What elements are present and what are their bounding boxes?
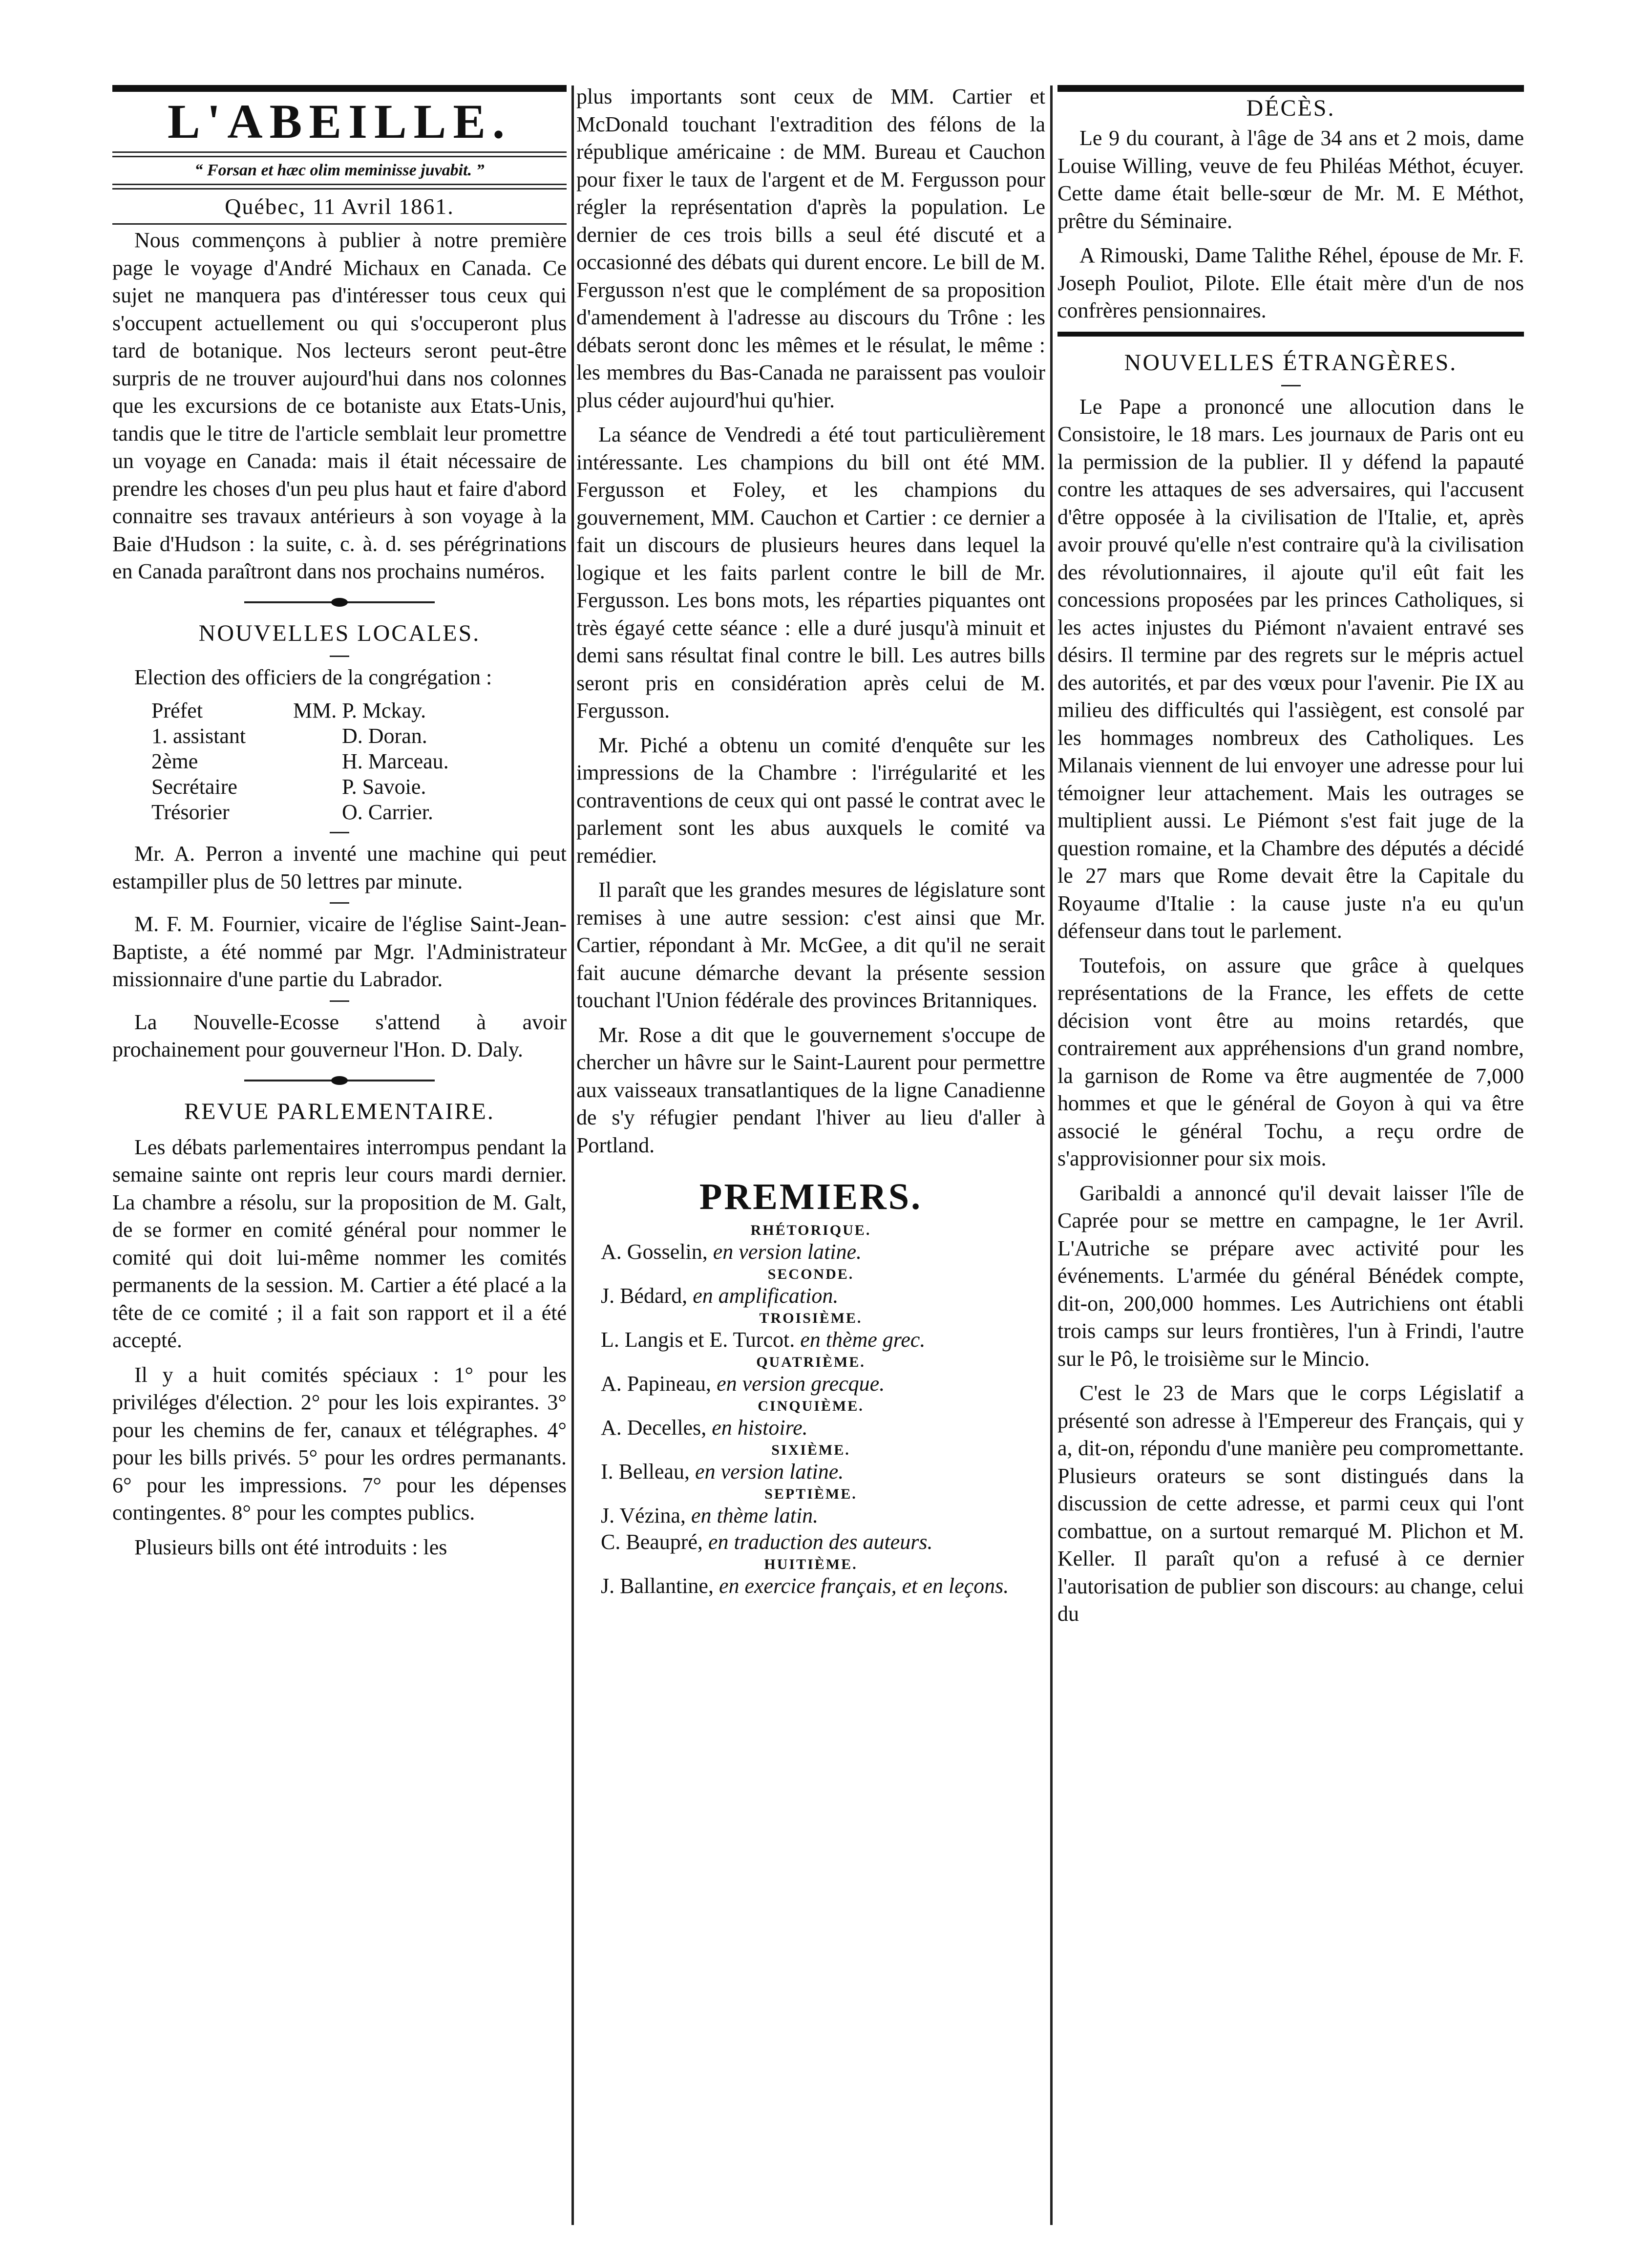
winner-line	[601, 1415, 1045, 1441]
officer-row	[151, 698, 567, 723]
col2-paragraph-5: Mr. Rose a dit que le gouvernement s'occupe de chercher un hâvre sur le Saint-Laurent pour permettre aux vaisseaux transatlantiques de la ligne Canadienne de s'y réfugier pendant l'hiver au lieu d'aller à Portland.	[576, 1022, 1045, 1157]
officer-name: H. Marceau.	[342, 749, 449, 773]
dateline-rule	[112, 223, 567, 225]
column-2	[576, 83, 1045, 2227]
col2-paragraph-3: Mr. Piché a obtenu un comité d'enquête sur les impressions de la Chambre : l'irrégularité et les contraventions de ceux qui ont passé le contrat avec le parlement sont les abus auxquels le comité va remédier.	[576, 733, 1045, 868]
winner-name: A. Decelles,	[601, 1416, 707, 1440]
deces-paragraph-2: A Rimouski, Dame Talithe Réhel, épouse de Mr. F. Joseph Pouliot, Pilote. Elle était mère d'un de nos confrères pensionnaires.	[1057, 243, 1524, 322]
deces-top-rule	[1057, 85, 1524, 92]
winner-subject: en histoire.	[712, 1416, 808, 1440]
section-dash	[1281, 385, 1301, 386]
winner-line	[601, 1371, 1045, 1397]
winner-subject: en traduction des auteurs.	[708, 1530, 933, 1554]
masthead-motto: “ Forsan et hæc olim meminisse juvabit. ”	[194, 161, 485, 179]
officer-name: MM. P. Mckay.	[293, 699, 426, 722]
winner-name: A. Gosselin,	[601, 1240, 708, 1264]
winner-line	[601, 1459, 1045, 1485]
winner-line	[601, 1503, 1045, 1529]
column-3	[1057, 83, 1524, 2227]
election-intro: Election des officiers de la congrégation :	[134, 665, 492, 689]
winner-name: I. Belleau,	[601, 1460, 690, 1484]
winner-name: J. Vézina,	[601, 1504, 686, 1527]
officer-row	[151, 774, 567, 800]
dateline: Québec, 11 Avril 1861.	[225, 194, 454, 219]
premiers-list	[576, 1222, 1045, 1599]
winner-line	[601, 1327, 1045, 1353]
class-name: QUATRIÈME.	[756, 1354, 866, 1370]
section-title-locales: NOUVELLES LOCALES.	[198, 620, 481, 646]
deces-paragraph-1: Le 9 du courant, à l'âge de 34 ans et 2 mois, dame Louise Willing, veuve de feu Philéas Méthot, écuyer. Cette dame était belle-sœur de Mr. M. E Méthot, prêtre du Séminaire.	[1057, 126, 1524, 233]
masthead-top-rule	[112, 85, 567, 92]
officer-name: O. Carrier.	[342, 800, 433, 824]
officer-role: Trésorier	[151, 800, 230, 824]
officers-list	[151, 698, 567, 825]
item-dash	[330, 902, 349, 904]
winner-line	[601, 1239, 1045, 1265]
winner-subject: en version grecque.	[717, 1372, 885, 1396]
winner-name: C. Beaupré,	[601, 1530, 703, 1554]
winner-name: A. Papineau,	[601, 1372, 712, 1396]
winner-line	[601, 1573, 1045, 1599]
ornament-divider	[112, 597, 567, 607]
col2-paragraph-2: La séance de Vendredi a été tout particulièrement intéressante. Les champions du bill ont été MM. Fergusson et Foley, et les champions du gouvernement, MM. Cauchon et Cartier : ce dernier a fait un discours de plusieurs heures dans lequel la logique et les faits parlent contre le bill de Mr. Fergusson. Les bons mots, les réparties piquantes ont très égayé cette séance : elle a duré jusqu'à minuit et demi sans résultat final contre le bill. Les autres bills seront pris en considération après celui de M. Fergusson.	[576, 423, 1045, 722]
class-name: TROISIÈME.	[759, 1310, 863, 1326]
class-name: SEPTIÈME.	[764, 1486, 857, 1502]
winner-subject: en thème latin.	[691, 1504, 819, 1527]
column-1	[112, 83, 567, 2227]
revue-paragraph-1: Les débats parlementaires interrompus pendant la semaine sainte ont repris leur cours mardi dernier. La chambre a résolu, sur la proposition de M. Galt, de se former en comité général pour nommer le comité qui doit lui-même nommer les comités permanents de la session. M. Cartier a été placé a la tête de ce comité ; il a fait son rapport et il a été accepté.	[112, 1135, 567, 1352]
winner-line	[601, 1283, 1045, 1309]
section-dash	[330, 656, 349, 657]
etrangeres-paragraph-3: Garibaldi a annoncé qu'il devait laisser l'île de Caprée pour se mettre en campagne, le 1er Avril. L'Autriche se prépare avec activité pour les événements. L'armée du général Bénédek compte, dit-on, 200,000 hommes. Les Autrichiens ont établi trois camps sur leurs frontières, l'un à Frindi, l'autre sur le Pô, le troisième sur le Mincio.	[1057, 1181, 1524, 1371]
officer-row	[151, 800, 567, 825]
etrangeres-paragraph-4: C'est le 23 de Mars que le corps Législatif a présenté son adresse à l'Empereur des Français, qui y a, dit-on, répondu d'une manière peu compromettante. Plusieurs orateurs se sont distingués dans la discussion de cette adresse, et parmi ceux qui l'ont combattue, on a surtout remarqué M. Plichon et M. Keller. Il paraît qu'on a refusé à ce dernier l'autorisation de publier son discours: au change, celui du	[1057, 1381, 1524, 1626]
officer-row	[151, 723, 567, 749]
winner-subject: en amplification.	[693, 1284, 839, 1308]
winner-name: L. Langis et E. Turcot.	[601, 1328, 795, 1352]
officer-name: D. Doran.	[342, 724, 427, 748]
premiers-title: PREMIERS.	[699, 1176, 923, 1217]
winner-name: J. Bédard,	[601, 1284, 688, 1308]
class-name: RHÉTORIQUE.	[750, 1222, 871, 1238]
news-fournier: M. F. M. Fournier, vicaire de l'église Saint-Jean-Baptiste, a été nommé par Mgr. l'Administrateur missionnaire d'une partie du Labrador.	[112, 912, 567, 991]
section-title-revue: REVUE PARLEMENTAIRE.	[184, 1098, 495, 1124]
section-title-deces: DÉCÈS.	[1246, 95, 1335, 121]
col2-paragraph-4: Il paraît que les grandes mesures de législature sont remises à une autre session: c'est ainsi que Mr. Cartier, répondant à Mr. McGee, a dit qu'il ne serait fait aucune démarche devant la présente session touchant l'Union fédérale des provinces Britanniques.	[576, 878, 1045, 1012]
masthead-rule	[112, 151, 567, 157]
officer-role: 2ème	[151, 749, 198, 773]
officer-row	[151, 749, 567, 774]
officer-name: P. Savoie.	[342, 775, 426, 799]
intro-paragraph: Nous commençons à publier à notre première page le voyage d'André Michaux en Canada. Ce sujet ne manquera pas d'intéresser tous ceux qui s'occupent actuellement ou qui s'occuperont plus tard de botanique. Nos lecteurs seront peut-être surpris de ne trouver aujourd'hui dans nos colonnes que les excursions de ce botaniste aux Etats-Unis, tandis que le titre de l'article semblait leur promettre un voyage en Canada: mais il était nécessaire de prendre les choses d'un peu plus haut et faire d'abord connaitre ses travaux antérieurs à son voyage à la Baie d'Hudson : la suite, c. à. d. ses pérégrinations en Canada paraîtront dans nos prochains numéros.	[112, 228, 567, 583]
revue-paragraph-3: Plusieurs bills ont été introduits : les	[134, 1535, 447, 1559]
revue-paragraph-2: Il y a huit comités spéciaux : 1° pour les priviléges d'élection. 2° pour les lois expirantes. 3° pour les chemins de fer, canaux et télégraphes. 4° pour les bills privés. 5° pour les ordres permanants. 6° pour les impressions. 7° pour les dépenses contingentes. 8° pour les comptes publics.	[112, 1362, 567, 1525]
etrangeres-paragraph-2: Toutefois, on assure que grâce à quelques représentations de la France, les effets de cette décision vont être au moins retardés, que contrairement aux appréhensions d'un grand nombre, la garnison de Rome va être augmentée de 7,000 hommes et que le général de Goyon à qui va être associé le général Tochu, a reçu ordre de s'approvisionner pour six mois.	[1057, 953, 1524, 1170]
winner-line	[601, 1529, 1045, 1555]
officer-role: Secrétaire	[151, 775, 237, 799]
column-rule-2	[1050, 85, 1053, 2225]
column-rule-1	[571, 85, 574, 2225]
section-title-etrangeres: NOUVELLES ÉTRANGÈRES.	[1124, 349, 1458, 376]
item-dash	[330, 1000, 349, 1002]
ornament-divider	[112, 1076, 567, 1085]
etrangeres-top-rule	[1057, 332, 1524, 337]
class-name: SECONDE.	[767, 1266, 854, 1282]
etrangeres-paragraph-1: Le Pape a prononcé une allocution dans le Consistoire, le 18 mars. Les journaux de Paris ont eu la permission de la publier. Il y défend la papauté contre les attaques de ses adversaires, qui l'accusent d'être opposée à la civilisation de l'Italie, et, après avoir prouvé qu'elle n'est contraire qu'à la civilisation des révolutionnaires, il ajoute qu'il eût fait les concessions proposées par les princes Catholiques, si les actes injustes du Piémont n'avaient entravé ses désirs. Il termine par des regrets sur le mépris actuel des autorités, et par des vœux pour l'avenir. Pie IX au milieu des difficultés qui l'assiègent, est consolé par les hommages nombreux des Catholiques. Les Milanais viennent de lui envoyer une adresse pour lui témoigner leur attachement. Mais les outrages se multiplient aussi. Le Piémont s'est fait juge de la question romaine, et la Chambre des députés a décidé le 27 mars que Rome devait être la Capitale du Royaume d'Italie : la cause juste n'a eu qu'un défenseur dans tout le parlement.	[1057, 394, 1524, 943]
item-dash	[330, 832, 349, 833]
news-perron: Mr. A. Perron a inventé une machine qui peut estampiller plus de 50 lettres par minute.	[112, 842, 567, 893]
winner-subject: en version latine.	[713, 1240, 862, 1264]
col2-paragraph-1: plus importants sont ceux de MM. Cartier et McDonald touchant l'extradition des félons de la république américaine : de MM. Bureau et Cauchon pour fixer le taux de l'argent et de M. Fergusson pour régler la représentation d'après la population. Le dernier de ces trois bills a seul été discuté et a occasionné des débats qui durent encore. Le bill de M. Fergusson n'est que le complément de sa proposition d'amendement à l'adresse au discours du Trône : les débats seront donc les mêmes et le résulat, le même : les membres du Bas-Canada ne paraissent pas vouloir plus céder aujourd'hui qu'hier.	[576, 85, 1045, 412]
news-ecosse: La Nouvelle-Ecosse s'attend à avoir prochainement pour gouverneur l'Hon. D. Daly.	[112, 1010, 567, 1061]
class-name: HUITIÈME.	[764, 1556, 858, 1572]
winner-subject: en exercice français, et en leçons.	[719, 1574, 1009, 1598]
class-name: CINQUIÈME.	[758, 1398, 864, 1414]
motto-rule	[112, 184, 567, 190]
officer-role: Préfet	[151, 699, 203, 722]
class-name: SIXIÈME.	[771, 1442, 850, 1458]
winner-name: J. Ballantine,	[601, 1574, 714, 1598]
officer-role: 1. assistant	[151, 724, 246, 748]
winner-subject: en thème grec.	[800, 1328, 926, 1352]
masthead-title: L'ABEILLE.	[167, 94, 512, 148]
winner-subject: en version latine.	[695, 1460, 844, 1484]
